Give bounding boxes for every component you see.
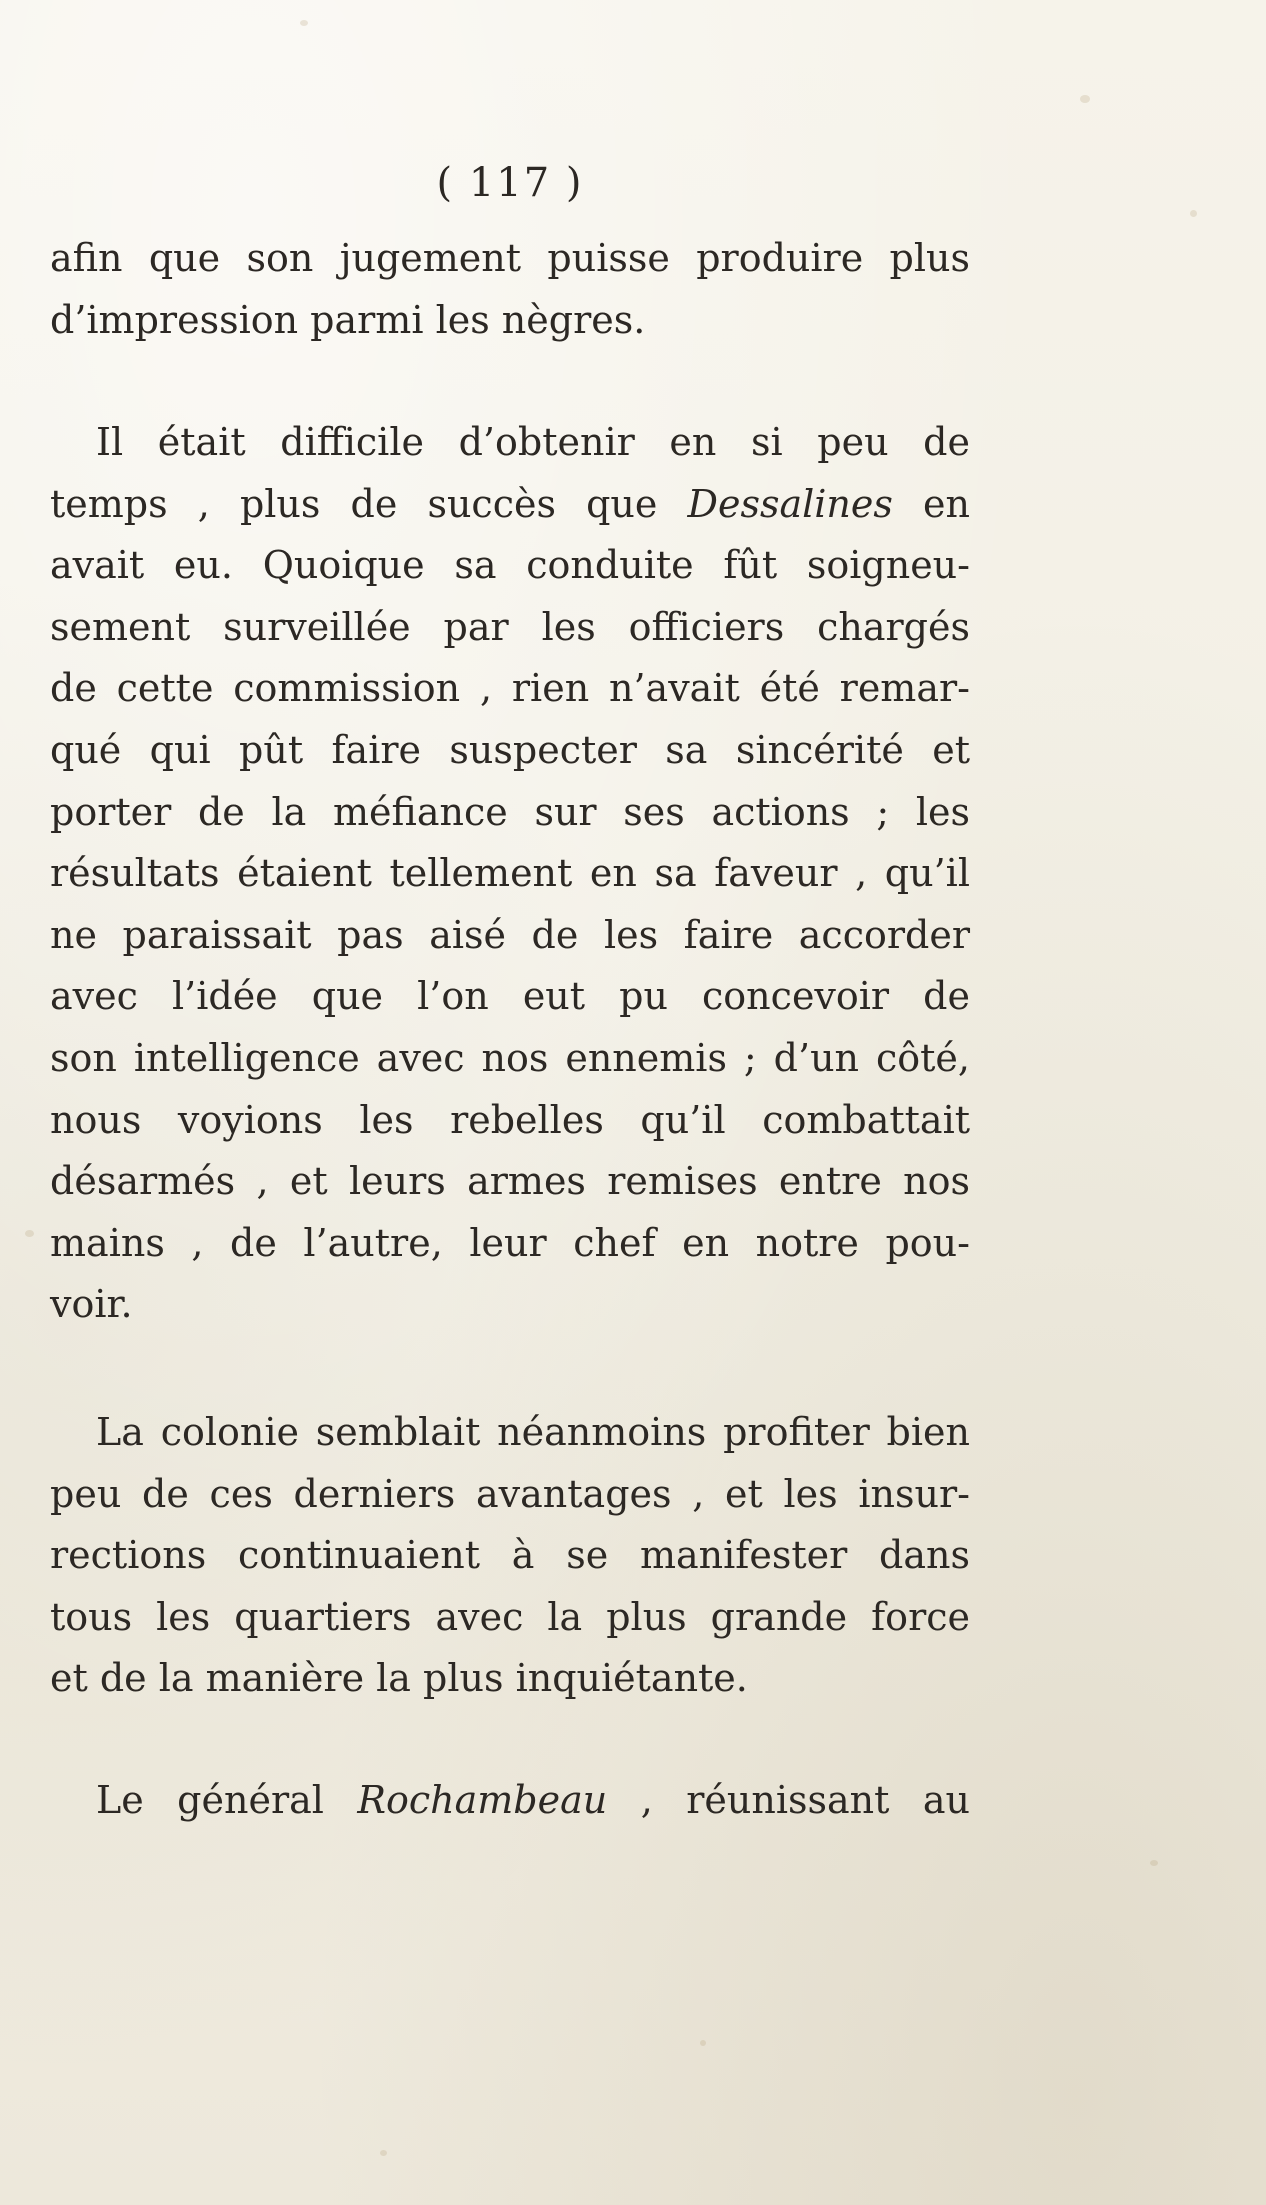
foxing-spot xyxy=(25,1230,34,1237)
text-line: résultats étaient tellement en sa faveur , qu’il xyxy=(50,851,970,896)
paragraph-2 xyxy=(50,412,970,1336)
foxing-spot xyxy=(1190,210,1197,217)
foxing-spot xyxy=(300,20,308,26)
page-number: ( 117 ) xyxy=(436,160,584,206)
text-line: et de la manière la plus inquiétante. xyxy=(50,1656,748,1701)
text-line: ne paraissait pas aisé de les faire accorder xyxy=(50,912,970,957)
text-line: qué qui pût faire suspecter sa sincérité et xyxy=(50,727,970,772)
text-line: nous voyions les rebelles qu’il combattait xyxy=(50,1097,970,1142)
text-line: Il était difficile d’obtenir en si peu de xyxy=(96,420,970,464)
text-line: avait eu. Quoique sa conduite fût soigneu- xyxy=(50,543,970,588)
foxing-spot xyxy=(1080,95,1090,103)
text-line: rections continuaient à se manifester dans xyxy=(50,1533,970,1578)
text-line: porter de la méfiance sur ses actions ; les xyxy=(50,789,970,834)
text-line: La colonie semblait néanmoins profiter bien xyxy=(96,1410,970,1454)
text-line: avec l’idée que l’on eut pu concevoir de xyxy=(50,974,970,1019)
paragraph-1 xyxy=(50,228,970,351)
paragraph-3 xyxy=(50,1402,970,1710)
text-line: tous les quartiers avec la plus grande force xyxy=(50,1594,970,1639)
text-line: sement surveillée par les officiers chargés xyxy=(50,604,970,649)
text-line: désarmés , et leurs armes remises entre nos xyxy=(50,1159,970,1204)
text-line: mains , de l’autre, leur chef en notre pou- xyxy=(50,1220,970,1265)
text-line: son intelligence avec nos ennemis ; d’un côté, xyxy=(50,1035,970,1080)
text-line xyxy=(50,1770,970,1832)
text-segment: temps , plus de succès que xyxy=(50,481,688,526)
italic-name-dessalines: Dessalines xyxy=(687,481,893,526)
paragraph-4 xyxy=(50,1770,970,1832)
foxing-spot xyxy=(700,2040,706,2046)
text-segment: Le général xyxy=(96,1778,358,1822)
text-line xyxy=(50,474,970,536)
text-line: d’impression parmi les nègres. xyxy=(50,297,646,342)
italic-name-rochambeau: Rochambeau xyxy=(357,1778,608,1822)
text-line: de cette commission , rien n’avait été remar- xyxy=(50,666,970,711)
foxing-spot xyxy=(380,2150,387,2156)
text-segment: , réunissant au xyxy=(607,1778,970,1822)
text-line: voir. xyxy=(50,1282,133,1327)
text-line: peu de ces derniers avantages , et les insur- xyxy=(50,1471,970,1516)
text-segment: en xyxy=(892,481,970,526)
foxing-spot xyxy=(1150,1860,1158,1866)
text-line: afin que son jugement puisse produire plus xyxy=(50,236,970,280)
